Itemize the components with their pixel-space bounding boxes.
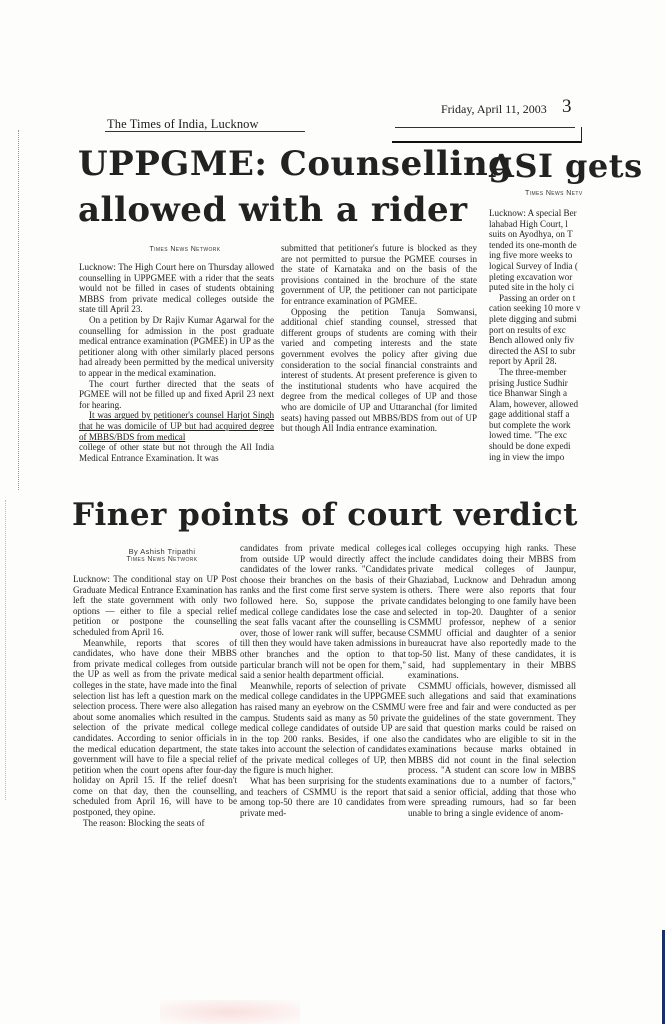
- article1-headline-line2: allowed with a rider: [78, 190, 468, 230]
- paragraph: Lucknow: The High Court here on Thursday allowed counselling in UPPGMEE with a rider that the seats would not be filled in cases of students obtaining MBBS from private medical colleges outside the state till April 23.: [79, 262, 274, 315]
- line: lowed time. "The exc: [489, 430, 567, 441]
- masthead: The Times of India, Lucknow: [107, 117, 259, 131]
- line: puted site in the holy ci: [489, 282, 575, 293]
- section-rule-tick: [581, 127, 582, 143]
- underlined-paragraph: It was argued by petitioner's counsel Harjot Singh that he was domicile of UP but had acquired degree of MBBS/BDS from medical: [79, 410, 274, 442]
- line: should be done expedi: [489, 441, 571, 452]
- line: plete digging and submi: [489, 313, 577, 324]
- line: Lucknow: A special Ber: [489, 208, 577, 218]
- line: report by April 28.: [489, 356, 557, 367]
- article3-author: By Ashish Tripathi: [128, 547, 196, 556]
- article3-column-2: [240, 543, 406, 903]
- line: gage additional staff a: [489, 409, 570, 420]
- article1-column-2: [281, 243, 477, 487]
- paragraph: The reason: Blocking the seats of: [83, 817, 205, 828]
- line: suits on Ayodhya, on T: [489, 229, 573, 240]
- paragraph: Meanwhile, reports of selection of private medical college candidates in the UPPGMEE has raised many an eyebrow on the CSMMU campus. Students said as many as 50 private medical college candidates of outside UP are in the top 200 ranks. Besides, if one also takes into account the selection of candidates of the private medical colleges of UP, then the figure is much higher.: [240, 680, 406, 776]
- paragraph: Opposing the petition Tanuja Somwansi, additional chief standing counsel, stressed that different groups of students are coming with their varied and competing interests and the state government evolves the policy after giving due consideration to the social financial constraints and interest of students. At present preference is given to the institutional students who have acquired the degree from the medical colleges of UP and those who are domicile of UP and Uttaranchal (for limited seats) having passed out MBBS/BDS from out of UP but though All India entrance examination.: [281, 306, 477, 434]
- line: tice Bhanwar Singh a: [489, 388, 568, 399]
- top-rule-left: [105, 131, 305, 132]
- line: ing in view the impo: [489, 451, 565, 462]
- article3-byline: Times News Network: [126, 556, 198, 563]
- article3-column-3: [408, 543, 576, 903]
- article2-headline: ASI gets: [489, 147, 643, 185]
- section-rule: [392, 141, 582, 143]
- article1-headline-line1: UPPGME: Counselling: [78, 144, 513, 184]
- paragraph: submitted that petitioner's future is blocked as they are not permitted to pursue the PGMEE courses in the state of Karnataka and on the basis of the provisions contained in the brochure of the state government of UP, the petitioner can not participate for entrance examination of PGMEE.: [281, 243, 477, 306]
- paragraph: CSMMU officials, however, dismissed all such allegations and said that examinations were free and fair and were conducted as per the guidelines of the state government. They said that question marks could be raised on the candidates who are eligible to sit in the examinations because marks obtained in MBBS did not count in the final selection process. "A student can score low in MBBS examinations due to a number of factors," said a senior official, adding that those who were spreading rumours, had so far been unable to bring a single evidence of anom-: [408, 680, 576, 818]
- article3-headline: Finer points of court verdict: [72, 497, 578, 533]
- paragraph: Meanwhile, reports that scores of candidates, who have done their MBBS from private medical colleges from outside the UP as well as from the private medical colleges in the state, have made into the final selection list has left a question mark on the selection process. There were also allegation about some anomalies which resulted in the selection of the private medical college candidates. According to senior officials in the medical education department, the state government will have to file a special relief petition when the court opens after four-day holiday on April 15. If the relief doesn't come on that day, then the counselling, scheduled from April 16, will have to be postponed, they opine.: [73, 637, 237, 818]
- article2-column: [489, 208, 649, 462]
- line: Passing an order on t: [499, 292, 576, 303]
- left-margin-dots: [18, 130, 21, 490]
- paragraph: What has been surprising for the students and teachers of CSMMU is the report that among top-50 there are 10 candidates from private med-: [240, 776, 406, 818]
- paragraph: candidates from private medical colleges from outside UP would directly affect the candidates of the lower ranks. "Candidates choose their branches on the basis of their ranks and the first come first serve system is followed here. So, suppose the private medical college candidates lose the case and the seat falls vacant after the counselling is over, those of lower rank will suffer, because till then they would have taken admissions in other branches and the option to that particular branch will not be open for them," said a senior health department official.: [240, 543, 406, 681]
- paragraph: ical colleges occupying high ranks. These include candidates doing their MBBS from private medical colleges of Jaunpur, Ghaziabad, Lucknow and Dehradun among others. There were also reports that four candidates belonging to one family have been selected in top-20. Daughter of a senior CSMMU professor, nephew of a senior CSMMU official and daughter of a senior bureaucrat have also reportedly made to the top-50 list. Many of these candidates, it is said, had supplementary in their MBBS examinations.: [408, 543, 576, 681]
- line: directed the ASI to subr: [489, 345, 576, 356]
- article2-byline: Times News Netv: [525, 190, 583, 197]
- top-rule-right: [395, 127, 575, 128]
- issue-date: Friday, April 11, 2003: [441, 102, 547, 116]
- left-margin-dots-lower: [5, 500, 8, 800]
- paragraph: Lucknow: The conditional stay on UP Post Graduate Medical Entrance Examination has left the state government with only two options — either to file a special relief petition or postpone the counselling scheduled from April 16.: [73, 574, 237, 637]
- line: Bench allowed only fiv: [489, 335, 575, 346]
- line: The three-member: [499, 366, 567, 377]
- line: but complete the work: [489, 419, 571, 430]
- line: port on results of exc: [489, 324, 566, 335]
- paragraph: college of other state but not through the All India Medical Entrance Examination. It was: [79, 442, 274, 463]
- line: pleting excavation wor: [489, 271, 573, 282]
- bottom-stain: [160, 1000, 300, 1024]
- article1-byline: Times News Network: [149, 246, 221, 253]
- line: tended its one-month de: [489, 239, 577, 250]
- line: lahabad High Court, l: [489, 218, 568, 229]
- page-number: 3: [562, 96, 572, 117]
- line: logical Survey of India (: [489, 260, 578, 271]
- paragraph: The court further directed that the seats of PGMEE will not be filled up and fixed April 23 next for hearing.: [79, 378, 274, 410]
- paragraph: On a petition by Dr Rajiv Kumar Agarwal for the counselling for admission in the post graduate medical entrance examination (PGMEE) in UP as the petitioner along with other similarly placed persons had already been permitted by the medical university to appear in the medical examination.: [79, 314, 274, 378]
- line: cation seeking 10 more v: [489, 303, 581, 314]
- line: prising Justice Sudhir: [489, 377, 568, 388]
- line: Alam, however, allowed: [489, 398, 579, 409]
- article1-column-1: [79, 262, 274, 487]
- article3-column-1: [73, 574, 237, 904]
- line: ing five more weeks to: [489, 250, 573, 261]
